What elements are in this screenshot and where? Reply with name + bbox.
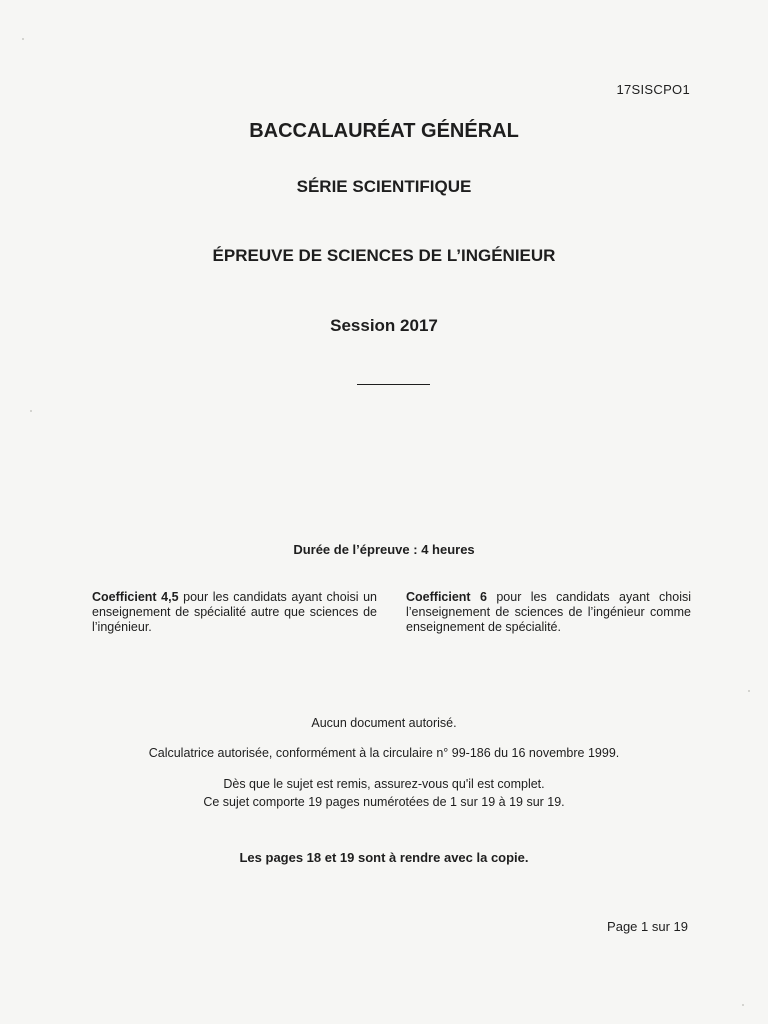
exam-session: Session 2017 — [330, 316, 438, 335]
scan-speck — [22, 38, 24, 40]
exam-title: BACCALAURÉAT GÉNÉRAL — [249, 120, 519, 142]
check-complete-notice: Dès que le sujet est remis, assurez-vous qu'il est complet. — [223, 777, 545, 791]
coefficient-right — [406, 590, 691, 635]
page-count-notice: Ce sujet comporte 19 pages numérotées de 1 sur 19 à 19 sur 19. — [203, 795, 565, 809]
coefficient-left — [92, 590, 377, 635]
document-code: 17SISCPO1 — [616, 82, 690, 97]
separator-rule — [357, 384, 430, 385]
no-documents-notice: Aucun document autorisé. — [311, 716, 457, 730]
coefficient-left-text: pour les candidats ayant choisi un enseignement de spécialité autre que sciences de l’ingénieur. — [92, 590, 377, 634]
scan-speck — [30, 410, 32, 412]
scan-speck — [742, 1004, 744, 1006]
scan-speck — [748, 690, 750, 692]
pages-to-return-notice: Les pages 18 et 19 sont à rendre avec la copie. — [239, 850, 529, 865]
page-number: Page 1 sur 19 — [607, 919, 688, 934]
coefficient-left-label: Coefficient 4,5 — [92, 590, 179, 604]
exam-subject: ÉPREUVE DE SCIENCES DE L’INGÉNIEUR — [212, 246, 556, 265]
coefficient-right-text: pour les candidats ayant choisi l’enseignement de sciences de l’ingénieur comme enseignement de spécialité. — [406, 590, 691, 634]
exam-duration: Durée de l’épreuve : 4 heures — [293, 542, 475, 557]
calculator-notice: Calculatrice autorisée, conformément à la circulaire n° 99-186 du 16 novembre 1999. — [148, 746, 620, 760]
exam-series: SÉRIE SCIENTIFIQUE — [296, 177, 472, 196]
coefficient-right-label: Coefficient 6 — [406, 590, 487, 604]
